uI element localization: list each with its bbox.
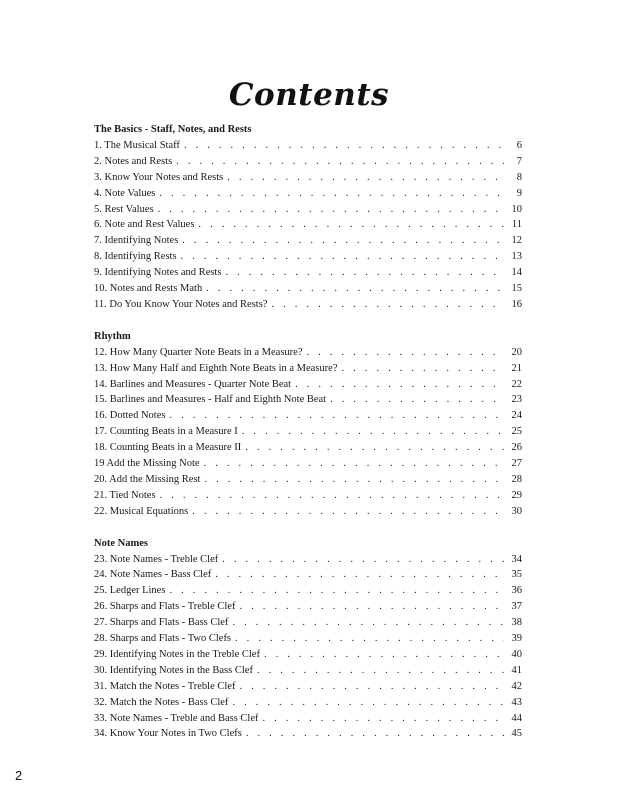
toc-entry-page: 10: [511, 203, 522, 215]
toc-entry-page: 42: [511, 680, 522, 692]
toc-entry: [94, 408, 522, 424]
toc-entry: [94, 170, 522, 186]
toc-entry: [94, 424, 522, 440]
toc-entry-label: 29. Identifying Notes in the Treble Clef: [94, 648, 260, 660]
section-title: Rhythm: [94, 330, 131, 342]
toc-entry-label: 21. Tied Notes: [94, 489, 156, 501]
toc-entry-label: 6. Note and Rest Values: [94, 219, 195, 231]
dot-leader: [232, 615, 504, 631]
dot-leader: [160, 488, 504, 504]
dot-leader: [232, 695, 504, 711]
toc-entry: [94, 663, 522, 679]
toc-section: [94, 536, 522, 743]
toc-entry: [94, 138, 522, 154]
toc-entry-page: 16: [511, 298, 522, 310]
toc-entry-label: 5. Rest Values: [94, 203, 154, 215]
dot-leader: [158, 202, 504, 218]
toc-section: [94, 329, 522, 520]
dot-leader: [262, 711, 504, 727]
toc-entry: [94, 265, 522, 281]
toc-entry-label: 24. Note Names - Bass Clef: [94, 569, 212, 581]
toc-entry-page: 24: [511, 410, 522, 422]
dot-leader: [306, 345, 504, 361]
toc-entry: [94, 695, 522, 711]
toc-entry-label: 17. Counting Beats in a Measure I: [94, 426, 238, 438]
toc-entry-label: 19 Add the Missing Note: [94, 458, 200, 470]
toc-entry-label: 22. Musical Equations: [94, 505, 189, 517]
toc-entry: [94, 345, 522, 361]
dot-leader: [242, 424, 504, 440]
toc-entry-page: 38: [511, 617, 522, 629]
section-title: The Basics - Staff, Notes, and Rests: [94, 124, 252, 135]
toc-entry-page: 45: [511, 728, 522, 740]
toc-entry-page: 28: [511, 473, 522, 485]
toc-entry-label: 30. Identifying Notes in the Bass Clef: [94, 664, 253, 676]
toc-entry-label: 12. How Many Quarter Note Beats in a Measure?: [94, 346, 303, 358]
toc-entry-label: 13. How Many Half and Eighth Note Beats in a Measure?: [94, 362, 338, 374]
dot-leader: [181, 249, 504, 265]
dot-leader: [257, 663, 504, 679]
toc-entry: [94, 281, 522, 297]
toc-entry-label: 1. The Musical Staff: [94, 140, 180, 151]
toc-entry: [94, 472, 522, 488]
dot-leader: [235, 631, 504, 647]
toc-entry-label: 34. Know Your Notes in Two Clefs: [94, 728, 242, 740]
toc-entry-page: 39: [511, 633, 522, 645]
toc-entry-label: 10. Notes and Rests Math: [94, 283, 203, 295]
toc-entry: [94, 504, 522, 520]
toc-entry-page: 34: [511, 553, 522, 565]
toc-entry-label: 28. Sharps and Flats - Two Clefs: [94, 633, 232, 645]
toc-entry-page: 26: [511, 442, 522, 454]
toc-entry-label: 18. Counting Beats in a Measure II: [94, 442, 242, 454]
toc-entry-label: 9. Identifying Notes and Rests: [94, 267, 222, 279]
toc-entry: [94, 154, 522, 170]
toc-entry-page: 36: [511, 585, 522, 597]
toc-entry: [94, 202, 522, 218]
toc-entry-page: 21: [511, 362, 522, 374]
toc-entry-page: 14: [511, 267, 522, 279]
dot-leader: [222, 552, 504, 568]
toc-entry: [94, 456, 522, 472]
toc-entry: [94, 599, 522, 615]
toc-entry-label: 4. Note Values: [94, 187, 156, 199]
dot-leader: [204, 472, 504, 488]
toc-entry-label: 14. Barlines and Measures - Quarter Note Beat: [94, 378, 292, 390]
dot-leader: [246, 726, 504, 742]
toc-entry: [94, 297, 522, 313]
toc-entry-page: 22: [511, 378, 522, 390]
toc-entry: [94, 615, 522, 631]
toc-entry-label: 26. Sharps and Flats - Treble Clef: [94, 601, 236, 613]
toc-entry-page: 13: [511, 251, 522, 263]
toc-entry-label: 11. Do You Know Your Notes and Rests?: [94, 298, 268, 310]
dot-leader: [192, 504, 504, 520]
dot-leader: [330, 392, 504, 408]
toc-entry: [94, 217, 522, 233]
dot-leader: [176, 154, 504, 170]
toc-entry-page: 8: [516, 171, 522, 183]
dot-leader: [182, 233, 504, 249]
toc-entry-label: 7. Identifying Notes: [94, 235, 179, 247]
dot-leader: [206, 281, 504, 297]
table-of-contents: [94, 122, 522, 742]
dot-leader: [225, 265, 504, 281]
toc-entry-page: 30: [511, 505, 522, 517]
toc-entry: [94, 440, 522, 456]
toc-entry-page: 9: [516, 187, 522, 199]
toc-entry: [94, 552, 522, 568]
toc-entry-label: 33. Note Names - Treble and Bass Clef: [94, 712, 259, 724]
dot-leader: [239, 599, 504, 615]
toc-entry-label: 3. Know Your Notes and Rests: [94, 171, 224, 183]
toc-entry-page: 41: [511, 664, 522, 676]
toc-entry-page: 7: [516, 155, 522, 167]
toc-entry-page: 40: [511, 648, 522, 660]
toc-entry: [94, 679, 522, 695]
toc-entry: [94, 233, 522, 249]
toc-entry: [94, 392, 522, 408]
toc-entry: [94, 726, 522, 742]
toc-entry-label: 20. Add the Missing Rest: [94, 473, 201, 485]
toc-entry-page: 27: [511, 458, 522, 470]
toc-entry-page: 29: [511, 489, 522, 501]
dot-leader: [245, 440, 504, 456]
toc-entry-label: 16. Dotted Notes: [94, 410, 166, 422]
toc-entry-page: 6: [516, 140, 522, 151]
dot-leader: [341, 361, 504, 377]
toc-entry-label: 31. Match the Notes - Treble Clef: [94, 680, 236, 692]
toc-entry-label: 25. Ledger Lines: [94, 585, 166, 597]
toc-entry: [94, 583, 522, 599]
toc-entry-page: 11: [511, 219, 522, 231]
toc-entry-label: 32. Match the Notes - Bass Clef: [94, 696, 229, 708]
toc-entry: [94, 186, 522, 202]
toc-entry-label: 8. Identifying Rests: [94, 251, 177, 263]
page-title: Contents: [228, 76, 390, 113]
toc-entry: [94, 249, 522, 265]
dot-leader: [169, 583, 504, 599]
toc-entry-page: 15: [511, 283, 522, 295]
dot-leader: [295, 377, 504, 393]
page-number: 2: [15, 768, 23, 783]
toc-entry-page: 44: [511, 712, 522, 724]
toc-entry-label: 27. Sharps and Flats - Bass Clef: [94, 617, 229, 629]
toc-entry-page: 20: [511, 346, 522, 358]
toc-section: [94, 122, 522, 313]
dot-leader: [184, 138, 504, 154]
toc-entry-page: 43: [511, 696, 522, 708]
toc-entry: [94, 711, 522, 727]
toc-entry: [94, 631, 522, 647]
toc-entry-label: 15. Barlines and Measures - Half and Eighth Note Beat: [94, 394, 327, 406]
dot-leader: [215, 567, 504, 583]
dot-leader: [159, 186, 504, 202]
dot-leader: [271, 297, 504, 313]
toc-entry-label: 2. Notes and Rests: [94, 155, 173, 167]
toc-entry: [94, 567, 522, 583]
toc-entry: [94, 361, 522, 377]
toc-entry: [94, 647, 522, 663]
toc-entry: [94, 488, 522, 504]
toc-entry-page: 12: [511, 235, 522, 247]
toc-entry-page: 37: [511, 601, 522, 613]
toc-entry-page: 35: [511, 569, 522, 581]
toc-entry-page: 23: [511, 394, 522, 406]
dot-leader: [227, 170, 504, 186]
toc-entry: [94, 377, 522, 393]
section-title: Note Names: [94, 537, 148, 549]
dot-leader: [264, 647, 504, 663]
toc-entry-page: 25: [511, 426, 522, 438]
dot-leader: [198, 217, 504, 233]
dot-leader: [239, 679, 504, 695]
dot-leader: [169, 408, 504, 424]
dot-leader: [204, 456, 504, 472]
toc-entry-label: 23. Note Names - Treble Clef: [94, 553, 219, 565]
